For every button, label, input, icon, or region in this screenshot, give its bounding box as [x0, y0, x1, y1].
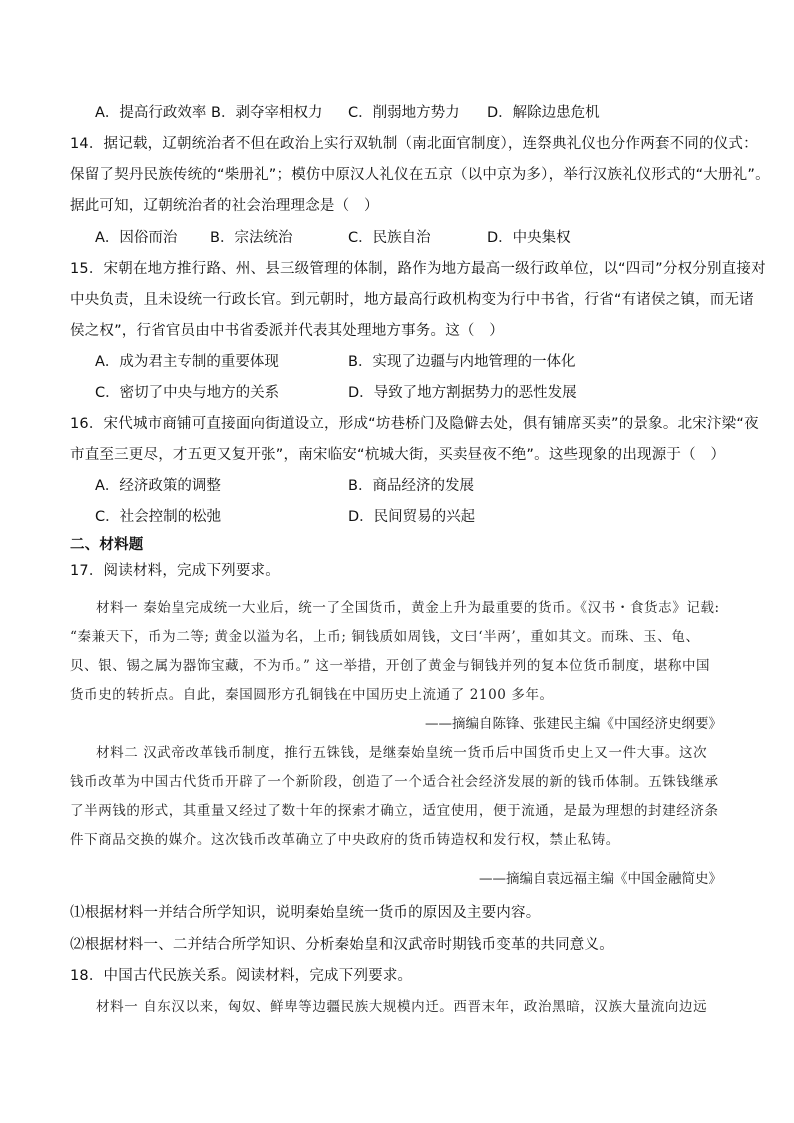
q17-sub2: ⑵根据材料一、二并结合所学知识、分析秦始皇和汉武帝时期钱币变革的共同意义。 — [70, 937, 614, 953]
q13-option-c: C．削弱地方势力 — [348, 105, 460, 121]
q16-option-a: A．经济政策的调整 — [95, 478, 221, 494]
q14-option-c: C．民族自治 — [348, 230, 431, 246]
q14-option-a: A．因俗而治 — [95, 230, 178, 246]
q16-option-c: C．社会控制的松弛 — [95, 509, 222, 525]
q15-stem-line: 15．宋朝在地方推行路、州、县三级管理的体制，路作为地方最高一级行政单位，以“四司”分权分别直接对 — [70, 261, 766, 277]
q14-stem-line: 据此可知，辽朝统治者的社会治理理念是（ ） — [70, 198, 379, 214]
q17-material2-line: 材料二 汉武帝改革钱币制度，推行五铢钱，是继秦始皇统一货币后中国货币史上又一件大事。这次 — [96, 745, 708, 761]
q16-stem-line: 市直至三更尽，才五更又复开张”，南宋临安“杭城大街，买卖昼夜不绝”。这些现象的出现源于（ ） — [70, 447, 726, 463]
q16-stem-line: 16．宋代城市商铺可直接面向街道设立，形成“坊巷桥门及隐僻去处，俱有铺席买卖”的景象。北宋汴梁“夜 — [70, 416, 759, 432]
q17-sub1: ⑴根据材料一并结合所学知识，说明秦始皇统一货币的原因及主要内容。 — [70, 905, 541, 921]
q13-option-d: D．解除边患危机 — [487, 105, 600, 121]
q17-material2-line: 了半两钱的形式，其重量又经过了数十年的探索才确立，适宜使用，便于流通，是最为理想的封建经济条 — [70, 803, 719, 819]
q15-option-a: A．成为君主专制的重要体现 — [95, 354, 279, 370]
q15-option-b: B．实现了边疆与内地管理的一体化 — [348, 354, 576, 370]
q16-option-d: D．民间贸易的兴起 — [348, 509, 476, 525]
q15-option-d: D．导致了地方割据势力的恶性发展 — [348, 385, 577, 401]
q17-material1-line: 材料一 秦始皇完成统一大业后，统一了全国货币，黄金上升为最重要的货币。《汉书・食货志》记载: — [96, 600, 720, 616]
q17-material1-line: 贝、银、锡之属为器饰宝藏，不为币。” 这一举措，开创了黄金与铜钱并列的复本位货币制度，堪称中国 — [70, 658, 711, 674]
q13-option-ab: A．提高行政效率 B．剥夺宰相权力 — [95, 105, 323, 121]
q17-material2-line: 钱币改革为中国古代货币开辟了一个新阶段，创造了一个适合社会经济发展的新的钱币体制。五铢钱继承 — [70, 774, 719, 790]
q17-intro: 17．阅读材料，完成下列要求。 — [70, 563, 280, 579]
q17-material1-line: “秦兼天下，币为二等; 黄金以溢为名，上币; 铜钱质如周钱，文曰‘半两’，重如其文。而珠、玉、龟、 — [70, 629, 700, 645]
q17-source2: ——摘编自袁远福主编《中国金融简史》 — [479, 871, 722, 887]
q15-option-c: C．密切了中央与地方的关系 — [95, 385, 280, 401]
q17-material2-line: 件下商品交换的媒介。这次钱币改革确立了中央政府的货币铸造权和发行权，禁止私铸。 — [70, 832, 620, 848]
q14-option-b: B．宗法统治 — [210, 230, 293, 246]
q15-stem-line: 中央负责，且未设统一行政长官。到元朝时，地方最高行政机构变为行中书省，行省“有诸侯之镇，而无诸 — [70, 292, 754, 308]
q18-material1-line: 材料一 自东汉以来，匈奴、鲜卑等边疆民族大规模内迁。西晋末年，政治黑暗，汉族大量流向边远 — [96, 999, 708, 1015]
q17-material1-line: 货币史的转折点。自此，秦国圆形方孔铜钱在中国历史上流通了 2100 多年。 — [70, 687, 554, 703]
q17-source1: ——摘编自陈锋、张建民主编《中国经济史纲要》 — [425, 716, 722, 732]
q14-option-d: D．中央集权 — [487, 230, 571, 246]
section-title: 二、材料题 — [70, 537, 144, 553]
q16-option-b: B．商品经济的发展 — [348, 478, 474, 494]
q14-stem-line: 14．据记载，辽朝统治者不但在政治上实行双轨制（南北面官制度），连祭典礼仪也分作两套不同的仪式： — [70, 136, 758, 152]
q18-intro: 18．中国古代民族关系。阅读材料，完成下列要求。 — [70, 968, 413, 984]
q15-stem-line: 侯之权”，行省官员由中书省委派并代表其处理地方事务。这（ ） — [70, 323, 505, 339]
q14-stem-line: 保留了契丹民族传统的“柴册礼”；模仿中原汉人礼仪在五京（以中京为多），举行汉族礼仪形式的“大册礼”。 — [70, 167, 770, 183]
